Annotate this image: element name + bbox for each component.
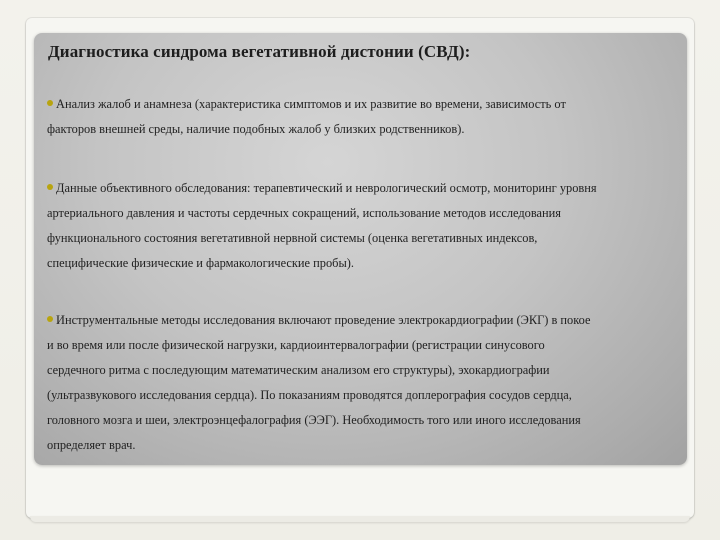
- bullet-line: функционального состояния вегетативной нервной системы (оценка вегетативных индексов,: [47, 231, 538, 245]
- bullet-dot-icon: [47, 184, 53, 190]
- bullet-item-instrumental: [47, 308, 677, 458]
- bullet-text: Инструментальные методы исследования включают проведение электрокардиографии (ЭКГ) в покое: [56, 313, 591, 327]
- bullet-line: специфические физические и фармакологические пробы).: [47, 256, 355, 270]
- bullet-line: и во время или после физической нагрузки, кардиоинтервалографии (регистрации синусового: [47, 338, 545, 352]
- bullet-line: факторов внешней среды, наличие подобных жалоб у близких родственников).: [47, 122, 465, 136]
- bullet-item-objective-exam: [47, 176, 677, 276]
- bullet-line: головного мозга и шеи, электроэнцефалография (ЭЭГ). Необходимость того или иного исследования: [47, 413, 581, 427]
- bullet-line: сердечного ритма с последующим математическим анализом его структуры), эхокардиографии: [47, 363, 550, 377]
- slide-title: Диагностика синдрома вегетативной дистонии (СВД):: [48, 42, 471, 61]
- bullet-line: [47, 308, 677, 333]
- bullet-line: (ультразвукового исследования сердца). По показаниям проводятся доплерография сосудов сердца,: [47, 388, 572, 402]
- bullet-text: Анализ жалоб и анамнеза (характеристика симптомов и их развитие во времени, зависимость от: [56, 97, 566, 111]
- bullet-dot-icon: [47, 100, 53, 106]
- bullet-line: [47, 92, 677, 117]
- bullet-line: определяет врач.: [47, 438, 136, 452]
- bullet-item-complaints: [47, 92, 677, 142]
- bullet-line: [47, 176, 677, 201]
- bullet-line: артериального давления и частоты сердечных сокращений, использование методов исследования: [47, 206, 561, 220]
- bullet-text: Данные объективного обследования: терапевтический и неврологический осмотр, мониторинг уровня: [56, 181, 597, 195]
- bullet-dot-icon: [47, 316, 53, 322]
